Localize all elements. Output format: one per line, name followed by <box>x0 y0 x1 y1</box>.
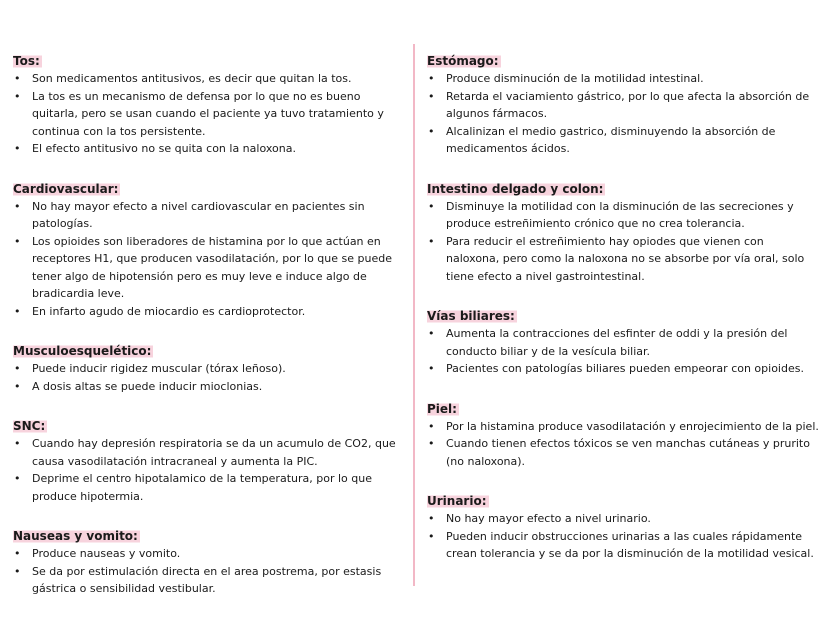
bullet-list <box>427 510 819 563</box>
section-vias-biliares <box>427 305 819 378</box>
list-item: • Los opioides son liberadores de histamina por lo que actúan en receptores H1, que producen vasodilatación, por lo que se puede tener algo de hipotensión pero es muy leve e induce algo de bradicardia leve. <box>13 233 405 303</box>
right-column <box>427 50 819 583</box>
left-column <box>13 50 405 618</box>
list-item: • Son medicamentos antitusivos, es decir que quitan la tos. <box>13 70 405 88</box>
bullet-list <box>13 435 405 505</box>
list-item: • Pacientes con patologías biliares pueden empeorar con opioides. <box>427 360 819 378</box>
list-item: • Por la histamina produce vasodilatación y enrojecimiento de la piel. <box>427 418 819 436</box>
list-item: • No hay mayor efecto a nivel urinario. <box>427 510 819 528</box>
list-item: • Cuando hay depresión respiratoria se da un acumulo de CO2, que causa vasodilatación intracraneal y aumenta la PIC. <box>13 435 405 470</box>
list-item: • Se da por estimulación directa en el area postrema, por estasis gástrica o sensibilidad vestibular. <box>13 563 405 598</box>
list-item: • Alcalinizan el medio gastrico, disminuyendo la absorción de medicamentos ácidos. <box>427 123 819 158</box>
list-item: • Deprime el centro hipotalamico de la temperatura, por lo que produce hipotermia. <box>13 470 405 505</box>
section-tos <box>13 50 405 158</box>
list-item: • En infarto agudo de miocardio es cardioprotector. <box>13 303 405 321</box>
list-item: • Disminuye la motilidad con la disminución de las secreciones y produce estreñimiento crónico que no crea tolerancia. <box>427 198 819 233</box>
list-item: • El efecto antitusivo no se quita con la naloxona. <box>13 140 405 158</box>
section-heading: Intestino delgado y colon: <box>427 181 604 196</box>
list-item: • Produce nauseas y vomito. <box>13 545 405 563</box>
section-heading: Vías biliares: <box>427 309 515 323</box>
section-heading: Cardiovascular: <box>13 181 119 196</box>
section-nauseas-vomito <box>13 525 405 598</box>
section-piel <box>427 398 819 471</box>
section-heading: Tos: <box>13 54 40 68</box>
column-divider <box>413 44 415 586</box>
section-heading: Estómago: <box>427 54 499 68</box>
list-item: • Puede inducir rigidez muscular (tórax leñoso). <box>13 360 405 378</box>
list-item: • A dosis altas se puede inducir mioclonias. <box>13 378 405 396</box>
list-item: • No hay mayor efecto a nivel cardiovascular en pacientes sin patologías. <box>13 198 405 233</box>
section-heading: SNC: <box>13 419 46 433</box>
list-item: • Retarda el vaciamiento gástrico, por lo que afecta la absorción de algunos fármacos. <box>427 88 819 123</box>
list-item: • Pueden inducir obstrucciones urinarias a las cuales rápidamente crean tolerancia y se da por la disminución de la motilidad vesical. <box>427 528 819 563</box>
bullet-list <box>13 360 405 395</box>
section-heading: Musculoesquelético: <box>13 344 152 358</box>
list-item: • Produce disminución de la motilidad intestinal. <box>427 70 819 88</box>
section-intestino <box>427 178 819 286</box>
bullet-list <box>13 545 405 598</box>
section-urinario <box>427 490 819 563</box>
bullet-list <box>427 325 819 378</box>
section-musculoesqueletico <box>13 340 405 395</box>
section-heading: Urinario: <box>427 494 487 508</box>
section-estomago <box>427 50 819 158</box>
list-item: • Cuando tienen efectos tóxicos se ven manchas cutáneas y prurito (no naloxona). <box>427 435 819 470</box>
bullet-list <box>427 198 819 286</box>
section-cardiovascular <box>13 178 405 321</box>
bullet-list <box>13 70 405 158</box>
bullet-list <box>13 198 405 321</box>
section-heading: Piel: <box>427 401 457 416</box>
list-item: • Para reducir el estreñimiento hay opiodes que vienen con naloxona, pero como la naloxona no se absorbe por vía oral, solo tiene efecto a nivel gastrointestinal. <box>427 233 819 286</box>
section-heading: Nauseas y vomito: <box>13 529 138 543</box>
section-snc <box>13 415 405 505</box>
bullet-list <box>427 70 819 158</box>
list-item: • La tos es un mecanismo de defensa por lo que no es bueno quitarla, pero se usan cuando el paciente ya tuvo tratamiento y continua con la tos persistente. <box>13 88 405 141</box>
list-item: • Aumenta la contracciones del esfinter de oddi y la presión del conducto biliar y de la vesícula biliar. <box>427 325 819 360</box>
bullet-list <box>427 418 819 471</box>
